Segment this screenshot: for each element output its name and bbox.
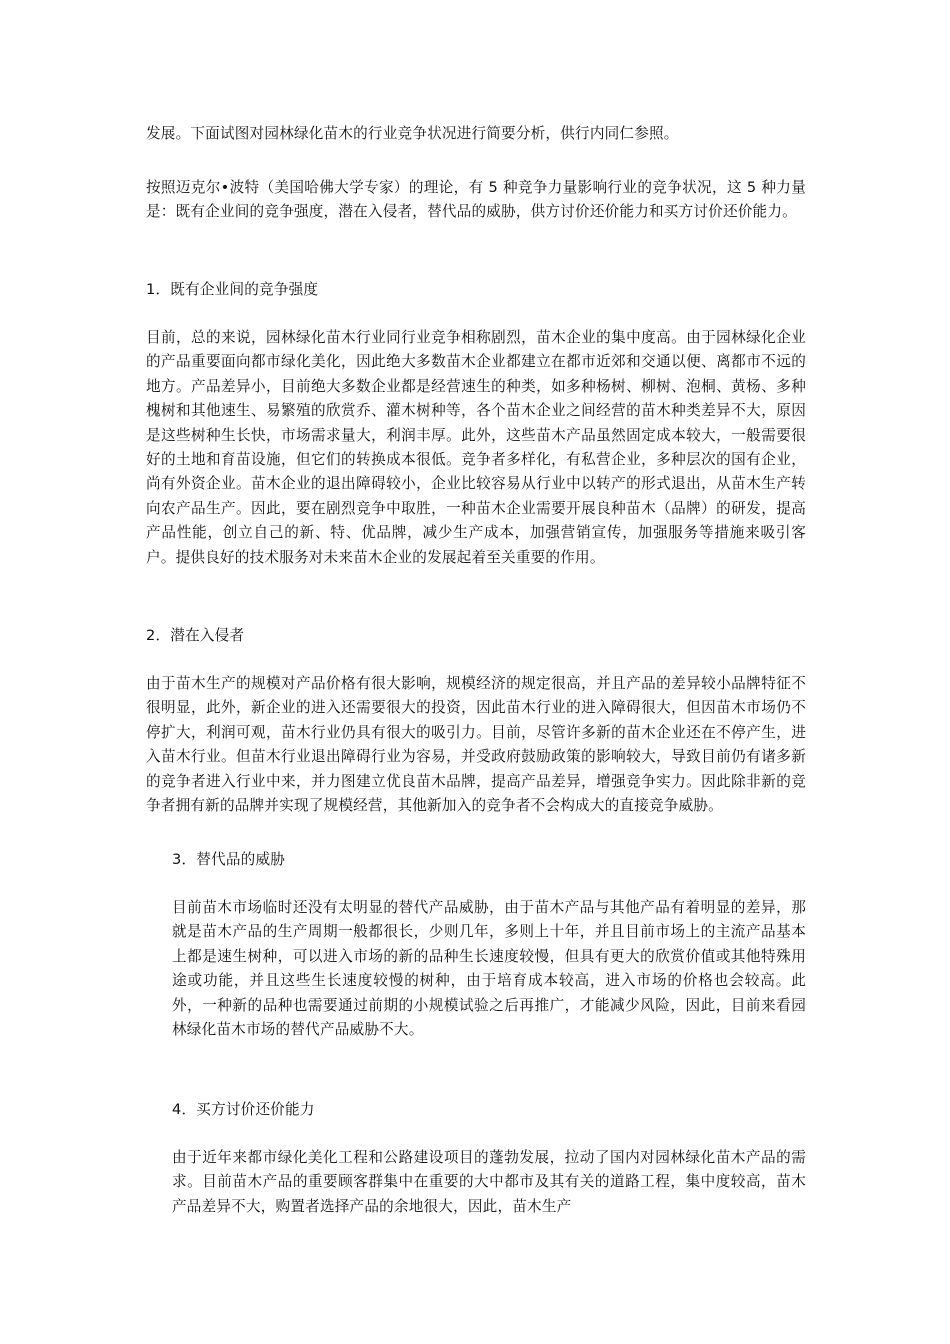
section-body-2: 由于苗木生产的规模对产品价格有很大影响，规模经济的规定很高，并且产品的差异较小品牌特征不很明显，此外，新企业的进入还需要很大的投资，因此苗木行业的进入障碍很大，但因苗木市场仍不停扩大，利润可观，苗木行业仍具有很大的吸引力。目前，尽管许多新的苗木企业还在不停产生，进入苗木行业。但苗木行业退出障碍行业为容易，并受政府鼓励政策的影响较大，导致目前仍有诸多新的竞争者进入行业中来，并力图建立优良苗木品牌，提高产品差异，增强竞争实力。因此除非新的竞争者拥有新的品牌并实现了规模经营，其他新加入的竞争者不会构成大的直接竞争威胁。 bbox=[146, 675, 806, 815]
section-body-3: 目前苗木市场临时还没有太明显的替代产品威胁，由于苗木产品与其他产品有着明显的差异，那就是苗木产品的生产周期一般都很长，少则几年，多则上十年，并且目前市场上的主流产品基本上都是速生树种，可以进入市场的新的品种生长速度较慢，但具有更大的欣赏价值或其他特殊用途或功能，并且这些生长速度较慢的树种，由于培育成本较高，进入市场的价格也会较高。此外，一种新的品种也需要通过前期的小规模试验之后再推广，才能减少风险，因此，目前来看园林绿化苗木市场的替代产品威胁不大。 bbox=[172, 899, 806, 1039]
section-heading-4: 4．买方讨价还价能力 bbox=[172, 1101, 315, 1118]
section-body-4: 由于近年来都市绿化美化工程和公路建设项目的蓬勃发展，拉动了国内对园林绿化苗木产品的需求。目前苗木产品的重要顾客群集中在重要的大中都市及其有关的道路工程，集中度较高，苗木产品差异不大，购置者选择产品的余地很大，因此，苗木生产 bbox=[172, 1149, 806, 1215]
section-heading-3: 3．替代品的威胁 bbox=[172, 851, 286, 868]
theory-paragraph: 按照迈克尔•波特（美国哈佛大学专家）的理论，有 5 种竞争力量影响行业的竞争状况，这 5 种力量是：既有企业间的竞争强度，潜在入侵者，替代品的威胁，供方讨价还价能力和买方讨价还价能力。 bbox=[146, 179, 806, 221]
intro-paragraph: 发展。下面试图对园林绿化苗木的行业竞争状况进行简要分析，供行内同仁参照。 bbox=[146, 125, 679, 142]
section-heading-2: 2．潜在入侵者 bbox=[146, 627, 245, 644]
section-heading-1: 1．既有企业间的竞争强度 bbox=[146, 281, 319, 298]
section-body-1: 目前，总的来说，园林绿化苗木行业同行业竞争相称剧烈，苗木企业的集中度高。由于园林绿化企业的产品重要面向都市绿化美化，因此绝大多数苗木企业都建立在都市近郊和交通以便、离都市不远的地方。产品差异小，目前绝大多数企业都是经营速生的种类，如多种杨树、柳树、泡桐、黄杨、多种槐树和其他速生、易繁殖的欣赏乔、灌木树种等，各个苗木企业之间经营的苗木种类差异不大，原因是这些树种生长快，市场需求量大，利润丰厚。此外，这些苗木产品虽然固定成本较大，一般需要很好的土地和育苗设施，但它们的转换成本很低。竞争者多样化，有私营企业，多种层次的国有企业，尚有外资企业。苗木企业的退出障碍较小，企业比较容易从行业中以转产的形式退出，从苗木生产转向农产品生产。因此，要在剧烈竞争中取胜，一种苗木企业需要开展良种苗木（品牌）的研发，提高产品性能，创立自己的新、特、优品牌，减少生产成本，加强营销宣传，加强服务等措施来吸引客户。提供良好的技术服务对未来苗木企业的发展起着至关重要的作用。 bbox=[146, 329, 806, 566]
